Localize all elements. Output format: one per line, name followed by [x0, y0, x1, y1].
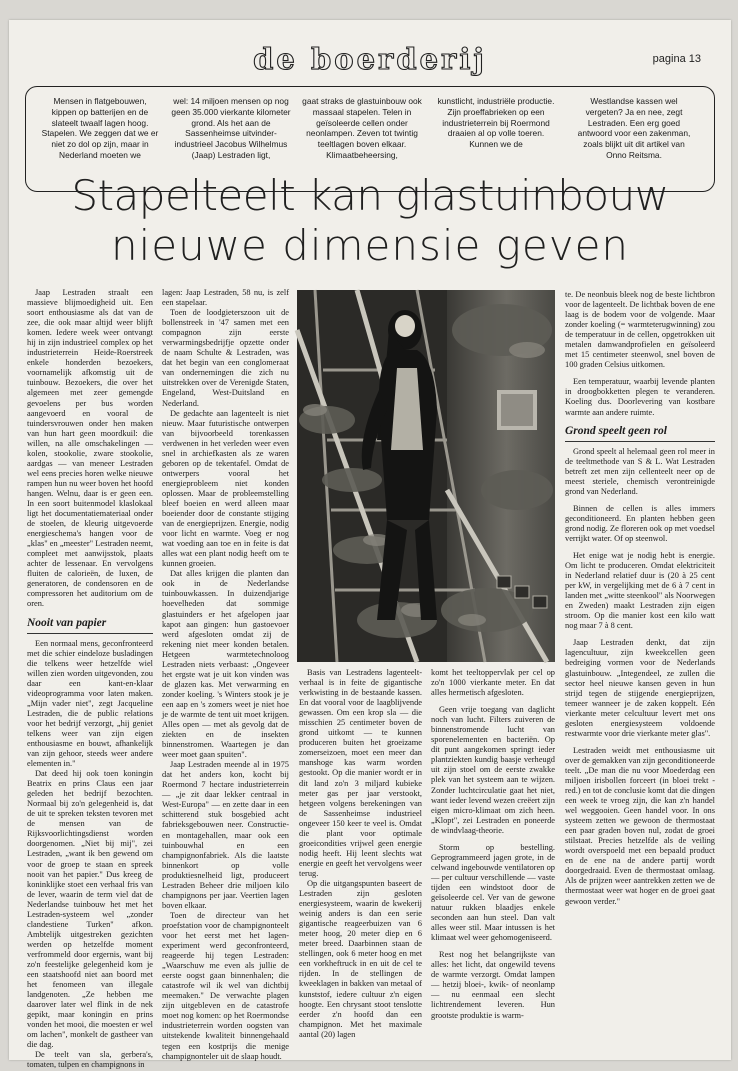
newspaper-page — [9, 20, 731, 1070]
paragraph: Op die uitgangspunten baseert de Lestraden zijn gesloten energiesysteem, waarin de kwekerij weinig anders is dan een serie gigantische reageerbuizen van 6 meter hoog, 20 meter diep en 6 meter breed. Daarbinnen staan de stellingen, ook 6 meter hoog en met een vorkheftruck in en uit de cel te rijden. In de stellingen de kweeklagen in bakken van metaal of kunststof, iedere cultuur z'n eigen hoogte. Een chrysant stoot tenslotte eerder z'n hoofd dan een champignon. Met het maximale aantal (20) lagen — [299, 878, 422, 1039]
paragraph: Toen de directeur van het proefstation voor de champignonteelt voor het eerst met het lagen-experiment werd geconfronteerd, reageerde hij tegen Lestraden: „Waarschuw me even als jullie de eerste oogst gaan binnenhalen; die catastrofe wil ik wel van dichtbij meemaken." De verwachte plagen zijn uitgebleven en de catastrofe moet nog komen: op het Roermondse industrieterrein worden oogsten van uitstekende kwaliteit binnengehaald tegen een kostprijs die menige champignonteler uit de slaap houdt. — [162, 910, 289, 1061]
paragraph: Dat alles krijgen die planten dan ook in de Nederlandse tuinbouwkassen. In duizendjarige hoevelheden dat sommige glastuinders er het afgelopen jaar kapot aan gingen: hun gastoevoer werd afgesloten omdat zij de rekening niet meer konden betalen. Hetgeen warmtetechnoloog Lestraden niets verbaast: „Ongeveer het ergste wat je uit kon vinden was de glazen kas. Met verwarming en zonder koeling. 's Winters stook je je een aap en 's zomers weet je niet hoe je de warmte de tent uit moet krijgen. Alles open — met als gevolg dat de ziekten en de insekten binnenstromen. Waartegen je dan weer moet gaan spuiten". — [162, 569, 289, 760]
paragraph: De teelt van sla, gerbera's, tomaten, tulpen en champignons in — [27, 1050, 153, 1070]
photo-illustration — [297, 290, 555, 662]
paragraph: lagen: Jaap Lestraden, 58 nu, is zelf een stapelaar. — [162, 288, 289, 308]
paragraph: Rest nog het belangrijkste van alles: het licht, dat ongewild tevens de warmte verzorgt. Omdat lampen — hetzij bloei-, kwik- of neonlamp — nu eenmaal een slecht lichtrendement leveren. Hun grootste produktie is warm- — [431, 950, 555, 1020]
article-column-2 — [162, 288, 289, 1061]
intro-column: Westlandse kassen wel vergeten? Ja en nee, zegt Lestraden. Een erg goed antwoord voor een zakenman, zoals blijkt uit dit artikel van Onno Reitsma. — [577, 96, 691, 160]
headline — [9, 170, 731, 270]
paragraph: Jaap Lestraden straalt een massieve blijmoedigheid uit. Een soort enthousiasme als dat van de zee, die ook maar altijd weer blijft komen. Iedere week weer ontvangt hij in zijn industrieel complex op het industrieterrein Heide-Roerstreek enkele honderden bezoekers, voornamelijk afkomstig uit de tuinbouw. Bezoekers, die over het algemeen met zeer gemengde gevoelens per bus worden aangevoerd en vooral de tuindersvrouwen onder hen maken van hun hart geen moordkuil: die willen, na alle omschakelingen — kolen, stookolie, zware stookolie, aardgas — van meneer Lestraden wel eens precies horen welke nieuwe rampen hun nu weer boven het hoofd hangen. Welnu, daar is er geen een. In een soort buitenmodel klaslokaal ligt het documentatiemateriaal onder de stoelen, de kleurig uitgevoerde energieschema's hangen voor de „klas" en „meester" Lestraden neemt, compleet met aanwijsstok, plaats achter de lessenaar. En vervolgens fluiten de calorieën, de luxen, de generatoren, de condensoren en de compressoren het auditorium om de oren. — [27, 288, 153, 609]
article-column-1 — [27, 288, 153, 1070]
paragraph: te. De neonbuis bleek nog de beste lichtbron voor de lagenteelt. De lichtbak boven de ene laag is de bodem voor de volgende. Maar zonder koeling (= warmteterugwinning) zou de temperatuur in de cellen, opgetrokken uit metalen damwandprofielen en geïsoleerd met 15 centimeter steenwol, snel boven de 100 graden Celsius uitkomen. — [565, 290, 715, 370]
article-column-4 — [431, 668, 555, 1050]
paragraph: Geen vrije toegang van daglicht noch van lucht. Filters zuiveren de binnenstromende lucht van sporenelementen en bacteriën. Op dit punt aangekomen springt ieder plantziekten kundig baasje verheugd uit zijn stoel om de eerste zwakke plek van het systeem aan te wijzen. Zonder luchtcirculatie gaat het niet, want ieder levend wezen creëert zijn eigen micro-klimaat om zich heen. „Klopt", zei Lestraden en poneerde de windvlaag-theorie. — [431, 705, 555, 835]
paragraph: Binnen de cellen is alles immers geconditioneerd. En planten hebben geen grond nodig. Ze floreren ook op met voedsel verrijkt water. Of op steenwol. — [565, 503, 715, 543]
paragraph: Toen de loodgieterszoon uit de bollenstreek in '47 samen met een compagnon zijn eerste verwarmingsbedrijfje opzette onder de naam Schulte & Lestraden, was dat het begin van een conglomeraat van ondernemingen die zich nu uitstrekken over de Verenigde Staten, Engeland, West-Duitsland en Nederland. — [162, 308, 289, 408]
paragraph: Dat deed hij ook toen koningin Beatrix en prins Claus een jaar geleden het bedrijf bezochten. Normaal bij zo'n gelegenheid is, dat de uit te spreken teksten tevoren met de mensen van de Rijksvoorlichtingsdienst worden doorgenomen. „Niet bij mij", zei Lestraden, „want ik ben gewend om voor de groep te staan en spreek nooit van het papier." Dus kreeg de koninklijke stoet een verhaal fris van de lever, waarin de term viel dat de Nederlandse tuinbouw het met het Lestraden-systeem wel „zonder clandestiene Turken" afkon. Ambtelijk uitgestreken gezichten werden op hetzelfde moment verfrommeld door ergernis, want bij zo'n feestelijke gelegenheid kom je een staatshoofd niet aan boord met het fenomeen van illegale landgenoten. „Ze hebben me daarover later wel flink in de nek gepikt, maar koningin en prins vonden het mooi, die moesten er wel om lachen", monkelt de gastheer van die dag. — [27, 769, 153, 1050]
article-column-3 — [299, 668, 422, 1050]
paragraph: Basis van Lestradens lagenteelt-verhaal is in feite de gigantische verkwisting in de bestaande kassen. En dat vooral voor de laagblijvende gewassen. Om een krop sla — die misschien 25 centimeter boven de grond uitkomt — te kunnen produceren buiten het groeizame zomerseizoen, moet een meer dan manshoge kas warm worden gestookt. Op die manier wordt er in dit land zo'n 3 miljard kubieke meter gas per jaar verstookt, hetgeen volgens berekeningen van de Sassenheimse industrieel ongeveer 150 keer te veel is. Omdat die plant voor optimale groeicondities vrijwel geen energie nodig heeft. Hij leent slechts wat energie en geeft het vervolgens weer terug. — [299, 668, 422, 878]
subheading: Nooit van papier — [27, 616, 153, 634]
headline-line-2: nieuwe dimensie geven — [110, 221, 630, 270]
paragraph: Het enige wat je nodig hebt is energie. Om licht te produceren. Omdat elektriciteit in Nederland relatief duur is (20 à 25 cent per kW, in vergelijking met de 6 à 7 cent in landen met „witte steenkool" als Noorwegen en Zweden) maakt Lestraden zijn eigen stroom. Op die manier kost een kilo watt nog maar 7 à 8 cent. — [565, 550, 715, 631]
paragraph: Storm op bestelling. Geprogrammeerd jagen grote, in de celwand ingebouwde ventilatoren op — per cultuur verschillende — vaste tijden een windstoot door de geïsoleerde cel. Ver van de gewone natuur rukken blaadjes enkele seconden aan hun steel. Dan valt alles weer stil. Maar intussen is het klimaat wel weer gehomogeniseerd. — [431, 842, 555, 943]
paragraph: Jaap Lestraden meende al in 1975 dat het anders kon, kocht bij Roermond 7 hectare industrieterrein — „je zit daar lekker centraal in West-Europa" — en zette daar in een schitterend stuk bosgebied acht fabrieksgebouwen neer. Constructie- en montagehallen, maar ook een tuinbouwhal en een champignonfabriek. Als die laatste binnenkort op volle produktiesnelheid ligt, produceert Lestraden Beheer drie miljoen kilo champignons per jaar. Veertien lagen boven elkaar. — [162, 760, 289, 910]
intro-column: gaat straks de glastuinbouw ook massaal stapelen. Telen in geïsoleerde cellen onder neonlampen. Zeven tot twintig teeltlagen boven elkaar. Klimaatbeheersing, — [302, 96, 422, 160]
page-number: pagina 13 — [652, 53, 701, 65]
paragraph: komt het teeltoppervlak per cel op zo'n 1000 vierkante meter. En dat alles hermetisch afgesloten. — [431, 668, 555, 698]
paragraph: Grond speelt al helemaal geen rol meer in de teeltmethode van S & L. Wat Lestraden betreft zet men zijn cellenteelt neer op de meest steriele, chemisch verontreinigde grond van Nederland. — [565, 446, 715, 496]
intro-column: wel: 14 miljoen mensen op nog geen 35.000 vierkante kilometer grond. Als het aan de Sassenheimse uitvinder-industrieel Jacobus Wilhelmus (Jaap) Lestraden ligt, — [171, 96, 291, 160]
intro-column: kunstlicht, industriële productie. Zijn proeffabrieken op een industrieterrein bij Roermond draaien al op volle toeren. Kunnen we de — [437, 96, 555, 150]
article-column-5 — [565, 290, 715, 1050]
paragraph: Een temperatuur, waarbij levende planten in droogbokketten plegen te veranderen. Koeling dus. Doorlevering van kostbare warmte aan andere ruimte. — [565, 377, 715, 417]
greenhouse-woman-photo — [297, 290, 555, 662]
subheading: Grond speelt geen rol — [565, 424, 715, 442]
paragraph: De gedachte aan lagenteelt is niet nieuw. Maar futuristische ontwerpen van bijvoorbeeld torenkassen verdwenen in het verleden weer even snel in archiefkasten als ze waren geboren op de tekentafel. Omdat de ontwerpers vooral het energieprobleem niet konden oplossen. Maar de probleemstelling bleef boeien en werd alleen maar boeiender door de constante stijging van de energieprijzen. Energie, nodig voor licht en warmte. Voeg er nog wat voeding aan toe en in feite is dat alles wat een plant nodig heeft om te kunnen groeien. — [162, 408, 289, 569]
headline-line-1: Stapelteelt kan glastuinbouw — [71, 171, 669, 220]
masthead: de boerderij — [253, 42, 487, 76]
paragraph: Een normaal mens, geconfronteerd met die schier eindeloze busladingen die telkens weer hetzelfde wiel willen zien worden uitgevonden, zou daar een kant-en-klaar videoprogramma voor laten maken. „Mijn vader niet", zegt Jacqueline Lestraden, die de public relations voor het bedrijf verzorgt, „hij geniet telkens weer van zijn eigen enthousiasme en bouwt, afhankelijk van zijn gehoor, steeds weer andere elementen in." — [27, 638, 153, 769]
paragraph: Lestraden weidt met enthousiasme uit over de gemakken van zijn geconditioneerde teelt. „De man die nu voor Moederdag een miljoen irisbollen forceert (in bloei trekt - red.) en tot de conclusie komt dat die dingen een week te vroeg zijn, die kan z'n handel wel weggooien. Geen handel voor. In ons systeem zetten we gewoon de thermostaat een paar graden boven nul, zodat de groei stilstaat. Precies hetzelfde als de veiling wordt overspoeld met een bepaald product en de ene na de andere partij wordt doorgedraaid. Even de thermostaat omlaag. Als de prijzen weer aantrekken zetten we de thermostaat weer wat hoger en de groei gaat gewoon verder." — [565, 745, 715, 906]
intro-column: Mensen in flatgebouwen, kippen op batterijen en de slateelt twaalf lagen hoog. Stapelen. We zeggen dat we er niet zo dol op zijn, maar in Nederland moeten we — [41, 96, 159, 160]
paragraph: Jaap Lestraden denkt, dat zijn lagencultuur, zijn kweekcellen geen bedreiging vormen voor de Nederlands glastuinbouw. „Integendeel, ze zullen die sector heel nieuwe kansen geven in hun strijd tegen de stijgende energieprijzen, temeer wanneer je de zaken koppelt. Eén vierkante meter celcultuur levert met ons gesloten energiesysteem voldoende restwarmte voor drie vierkante meter glas". — [565, 638, 715, 738]
